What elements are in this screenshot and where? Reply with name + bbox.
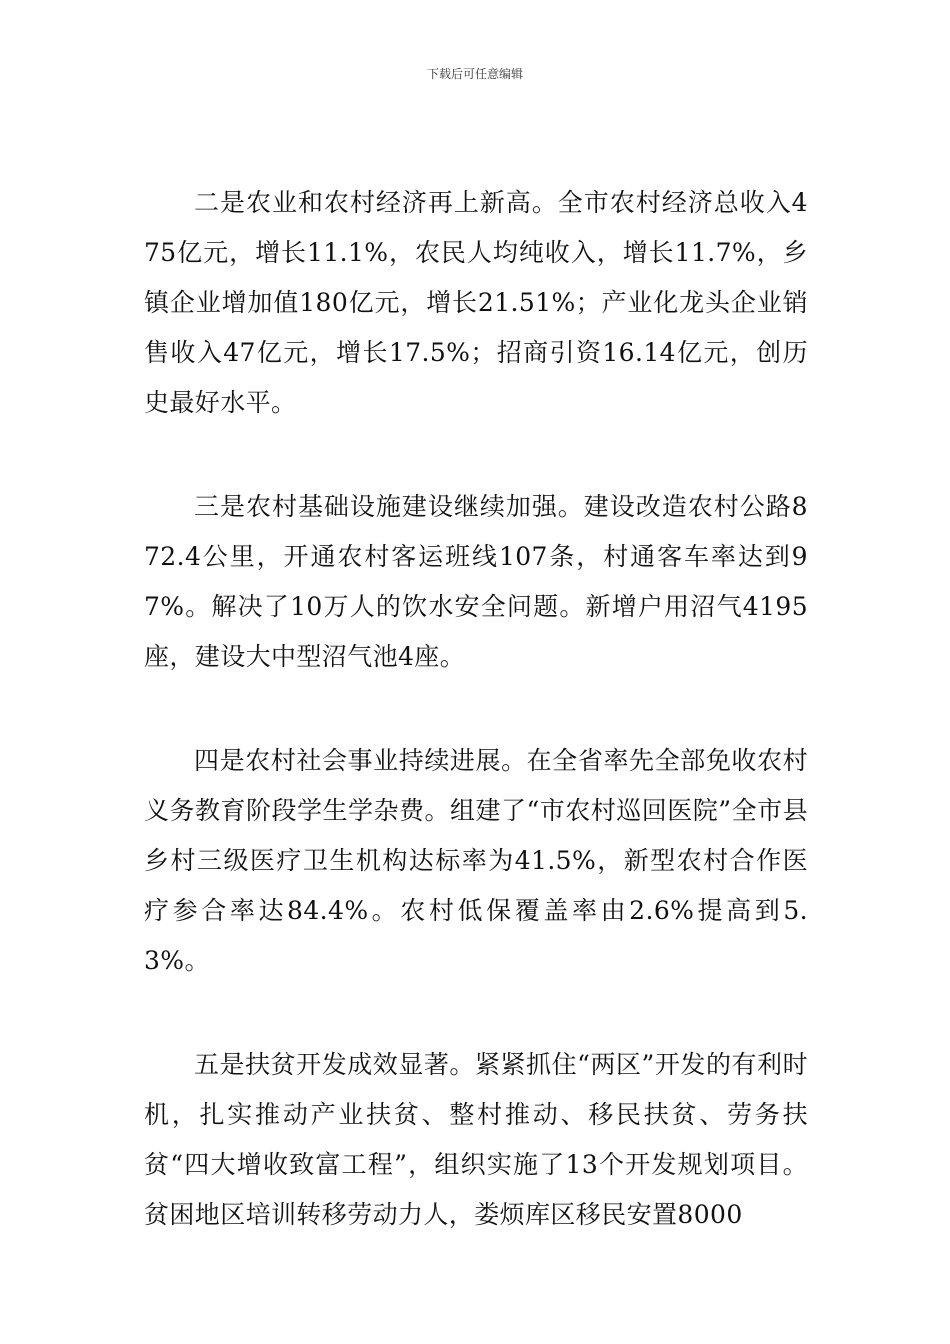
paragraph-social-development: 四是农村社会事业持续进展。在全省率先全部免收农村义务教育阶段学生学杂费。组建了“市农村巡回医院”全市县乡村三级医疗卫生机构达标率为41.5%，新型农村合作医疗参合率达84.4%。农村低保覆盖率由2.6%提高到5.3%。 bbox=[144, 746, 808, 975]
document-body bbox=[144, 178, 808, 1294]
paragraph-infrastructure: 三是农村基础设施建设继续加强。建设改造农村公路872.4公里，开通农村客运班线107条，村通客车率达到97%。解决了10万人的饮水安全问题。新增户用沼气4195座，建设大中型沼气池4座。 bbox=[144, 492, 808, 671]
paragraph-poverty-alleviation: 五是扶贫开发成效显著。紧紧抓住“两区”开发的有利时机，扎实推动产业扶贫、整村推动、移民扶贫、劳务扶贫“四大增收致富工程”，组织实施了13个开发规划项目。贫困地区培训转移劳动力人，娄烦库区移民安置8000 bbox=[144, 1050, 808, 1229]
paragraph-agriculture-economy: 二是农业和农村经济再上新高。全市农村经济总收入475亿元，增长11.1%，农民人均纯收入，增长11.7%，乡镇企业增加值180亿元，增长21.51%；产业化龙头企业销售收入47亿元，增长17.5%；招商引资16.14亿元，创历史最好水平。 bbox=[144, 188, 808, 417]
page-header-note: 下载后可任意编辑 bbox=[426, 67, 523, 81]
